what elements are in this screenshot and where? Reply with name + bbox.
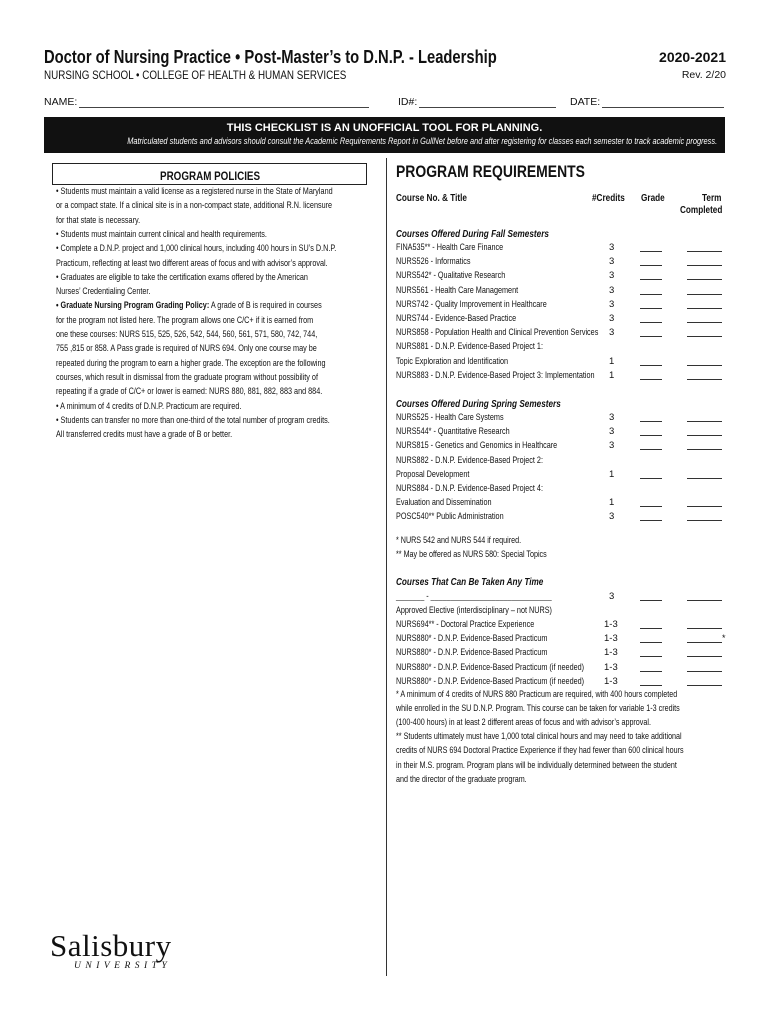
course-row xyxy=(396,242,726,256)
policy-line: repeating if a grade of C/C+ or lower is earned: NURS 880, 881, 882, 883 and 884. xyxy=(56,386,323,397)
term-blank[interactable] xyxy=(687,336,722,337)
footnote: credits of NURS 694 Doctoral Practice Experience if they had fewer than 600 clinical hours xyxy=(396,745,684,756)
policy-line: for that state is necessary. xyxy=(56,214,141,225)
grade-blank[interactable] xyxy=(640,656,662,657)
course-title: NURS880* - D.N.P. Evidence-Based Practicum xyxy=(396,633,548,644)
course-title: Proposal Development xyxy=(396,468,470,479)
grade-blank[interactable] xyxy=(640,365,662,366)
course-row xyxy=(396,633,726,647)
course-row xyxy=(396,469,726,483)
course-row xyxy=(396,313,726,327)
col-credits-header: #Credits xyxy=(592,193,625,204)
policy-line: • Complete a D.N.P. project and 1,000 clinical hours, including 400 hours in SU’s D.N.P. xyxy=(56,243,337,254)
course-row xyxy=(396,591,726,605)
policy-line: Nurses’ Credentialing Center. xyxy=(56,286,151,297)
term-blank[interactable] xyxy=(687,435,722,436)
grade-blank[interactable] xyxy=(640,600,662,601)
policy-line: 755 ,815 or 858. A Pass grade is required of NURS 694. Only one course may be xyxy=(56,343,317,354)
course-credits: 3 xyxy=(609,284,615,296)
logo-university: UNIVERSITY xyxy=(74,961,172,971)
grade-blank[interactable] xyxy=(640,308,662,309)
policy-line: • Graduates are eligible to take the certification exams offered by the American xyxy=(56,271,308,282)
term-blank[interactable] xyxy=(687,421,722,422)
policy-line: courses, which result in dismissal from the graduate program without possibility of xyxy=(56,371,318,382)
course-row xyxy=(396,256,726,270)
course-title: NURS880* - D.N.P. Evidence-Based Practicum xyxy=(396,647,548,658)
course-title: NURS742 - Quality Improvement in Healthcare xyxy=(396,298,547,309)
course-title: NURS880* - D.N.P. Evidence-Based Practicum (if needed) xyxy=(396,661,585,672)
course-row xyxy=(396,619,726,633)
planning-banner xyxy=(44,117,725,153)
grade-blank[interactable] xyxy=(640,265,662,266)
course-credits: 3 xyxy=(609,511,615,523)
course-title: Evaluation and Dissemination xyxy=(396,497,492,508)
course-credits: 3 xyxy=(609,256,615,268)
term-blank[interactable] xyxy=(687,294,722,295)
course-row xyxy=(396,662,726,676)
course-title: NURS883 - D.N.P. Evidence-Based Project 3: Implementation xyxy=(396,369,595,380)
grade-blank[interactable] xyxy=(640,421,662,422)
term-blank[interactable] xyxy=(687,671,722,672)
id-field[interactable] xyxy=(398,96,556,108)
salisbury-logo xyxy=(50,928,172,971)
course-credits: 3 xyxy=(609,591,615,602)
course-title: NURS884 - D.N.P. Evidence-Based Project 4: xyxy=(396,483,543,493)
course-credits: 1-3 xyxy=(604,647,618,659)
course-row xyxy=(396,605,726,619)
policy-line: one these courses: NURS 515, 525, 526, 542, 544, 560, 561, 571, 580, 742, 744, xyxy=(56,329,318,339)
grade-blank[interactable] xyxy=(640,685,662,686)
grade-blank[interactable] xyxy=(640,251,662,252)
term-blank[interactable] xyxy=(687,379,722,380)
footnote: and the director of the graduate program. xyxy=(396,773,527,784)
anytime-heading: Courses That Can Be Taken Any Time xyxy=(396,577,544,588)
grade-blank[interactable] xyxy=(640,294,662,295)
grade-blank[interactable] xyxy=(640,435,662,436)
id-label: ID#: xyxy=(398,96,418,108)
col-term-header: Term xyxy=(702,193,722,204)
date-label: DATE: xyxy=(570,96,601,108)
grade-blank[interactable] xyxy=(640,478,662,479)
course-title: Topic Exploration and Identification xyxy=(396,355,509,366)
col-grade-header: Grade xyxy=(641,193,665,204)
course-credits: 1 xyxy=(609,369,615,381)
policy-line: • Graduate Nursing Program Grading Policy: A grade of B is required in courses xyxy=(56,300,322,311)
footnote: * A minimum of 4 credits of NURS 880 Practicum are required, with 400 hours completed xyxy=(396,689,678,699)
policies-heading: PROGRAM POLICIES xyxy=(160,169,261,183)
footnote: in their M.S. program. Program plans will be individually determined between the student xyxy=(396,759,677,770)
course-row xyxy=(396,483,726,497)
course-row xyxy=(396,426,726,440)
course-credits: 1 xyxy=(609,468,615,480)
course-title: POSC540** Public Administration xyxy=(396,511,504,522)
page-title: Doctor of Nursing Practice • Post-Master’s to D.N.P. - Leadership xyxy=(44,47,497,67)
date-line[interactable] xyxy=(602,97,724,108)
policy-line: All transferred credits must have a grade of B or better. xyxy=(56,429,233,440)
policy-line: or a compact state. If a clinical site is in a non-compact state, additional R.N. licensure xyxy=(56,200,333,211)
footnote: ** Students ultimately must have 1,000 total clinical hours and may need to take additional xyxy=(396,731,682,742)
course-title: NURS542* - Qualitative Research xyxy=(396,270,506,281)
course-row xyxy=(396,412,726,426)
grade-blank[interactable] xyxy=(640,628,662,629)
policy-line: • Students must maintain a valid license as a registered nurse in the State of Maryland xyxy=(56,186,333,196)
academic-year: 2020-2021 xyxy=(659,49,726,65)
course-credits: 3 xyxy=(609,327,615,339)
col-course-header: Course No. & Title xyxy=(396,193,467,204)
grade-blank[interactable] xyxy=(640,379,662,380)
name-label: NAME: xyxy=(44,96,78,108)
course-row xyxy=(396,356,726,370)
course-title: NURS881 - D.N.P. Evidence-Based Project 1: xyxy=(396,341,543,352)
policy-line: • Students can transfer no more than one-third of the total number of program credits. xyxy=(56,414,330,425)
term-blank[interactable] xyxy=(687,506,722,507)
course-title: NURS858 - Population Health and Clinical Prevention Services xyxy=(396,327,599,338)
course-row xyxy=(396,327,726,341)
course-credits: 3 xyxy=(609,412,615,423)
term-blank[interactable] xyxy=(687,279,722,280)
course-credits: 1-3 xyxy=(604,661,618,673)
banner-title: THIS CHECKLIST IS AN UNOFFICIAL TOOL FOR PLANNING. xyxy=(226,122,543,134)
grade-blank[interactable] xyxy=(640,506,662,507)
course-title: NURS744 - Evidence-Based Practice xyxy=(396,313,517,323)
grade-blank[interactable] xyxy=(640,642,662,643)
banner-note: Matriculated students and advisors should consult the Academic Requirements Report in GullNet before and after registering for classes each semester to track academic progress. xyxy=(127,136,718,147)
course-row xyxy=(396,370,726,384)
course-row xyxy=(396,511,726,525)
course-credits: 3 xyxy=(609,426,615,438)
course-row xyxy=(396,497,726,511)
fall-heading: Courses Offered During Fall Semesters xyxy=(396,229,549,240)
policy-line: Practicum, reflecting at least two different areas of focus and with advisor’s approval. xyxy=(56,257,328,268)
grade-blank[interactable] xyxy=(640,322,662,323)
course-title: NURS882 - D.N.P. Evidence-Based Project 2: xyxy=(396,454,543,465)
course-title: Approved Elective (interdisciplinary – not NURS) xyxy=(396,605,552,616)
course-credits: 1 xyxy=(609,497,615,509)
logo-name: Salisbury xyxy=(50,928,172,963)
grade-blank[interactable] xyxy=(640,279,662,280)
course-title: NURS561 - Health Care Management xyxy=(396,284,519,295)
col-completed-header: Completed xyxy=(680,205,723,216)
term-blank[interactable] xyxy=(687,265,722,266)
date-field[interactable] xyxy=(570,96,724,108)
term-blank[interactable] xyxy=(687,600,722,601)
course-row xyxy=(396,285,726,299)
course-title: FINA535** - Health Care Finance xyxy=(396,242,504,252)
term-blank[interactable] xyxy=(687,656,722,657)
course-credits: 1-3 xyxy=(604,619,618,631)
course-row xyxy=(396,341,726,355)
footnote: (100-400 hours) in at least 2 different areas of focus and with advisor’s approval. xyxy=(396,717,651,728)
term-blank[interactable] xyxy=(687,628,722,629)
footnote: ** May be offered as NURS 580: Special Topics xyxy=(396,548,547,559)
term-blank[interactable] xyxy=(687,685,722,686)
course-title: NURS880* - D.N.P. Evidence-Based Practicum (if needed) xyxy=(396,675,585,686)
course-row xyxy=(396,299,726,313)
id-line[interactable] xyxy=(419,97,556,108)
course-credits: 3 xyxy=(609,242,615,253)
term-blank[interactable] xyxy=(687,322,722,323)
name-line[interactable] xyxy=(79,97,369,108)
policy-line: repeated during the program to earn a higher grade. The exception are the following xyxy=(56,357,326,368)
name-field[interactable] xyxy=(44,96,369,108)
term-blank[interactable] xyxy=(687,251,722,252)
course-title: NURS544* - Quantitative Research xyxy=(396,426,510,437)
course-credits: 3 xyxy=(609,270,615,282)
course-credits: 1-3 xyxy=(604,633,618,645)
term-blank[interactable] xyxy=(687,642,722,643)
course-row xyxy=(396,647,726,661)
grade-blank[interactable] xyxy=(640,520,662,521)
course-credits: 3 xyxy=(609,440,615,452)
course-credits: 3 xyxy=(609,313,615,324)
course-row xyxy=(396,270,726,284)
grade-blank[interactable] xyxy=(640,336,662,337)
term-blank[interactable] xyxy=(687,449,722,450)
course-credits: 1-3 xyxy=(604,675,618,687)
grade-blank[interactable] xyxy=(640,671,662,672)
policy-line: • Students must maintain current clinical and health requirements. xyxy=(56,228,267,239)
footnote: * NURS 542 and NURS 544 if required. xyxy=(396,535,522,545)
course-title: NURS526 - Informatics xyxy=(396,256,471,267)
policy-line: for the program not listed here. The program allows one C/C+ if it is earned from xyxy=(56,314,314,325)
policy-line: • A minimum of 4 credits of D.N.P. Practicum are required. xyxy=(56,400,242,411)
footnote: while enrolled in the SU D.N.P. Program. This course can be taken for variable 1-3 credits xyxy=(396,703,680,714)
course-credits: 1 xyxy=(609,355,615,367)
grade-blank[interactable] xyxy=(640,449,662,450)
asterisk-mark: * xyxy=(722,633,726,644)
term-blank[interactable] xyxy=(687,520,722,521)
page-subtitle: NURSING SCHOOL • COLLEGE OF HEALTH & HUMAN SERVICES xyxy=(44,68,347,82)
term-blank[interactable] xyxy=(687,478,722,479)
course-row xyxy=(396,440,726,454)
course-title: NURS525 - Health Care Systems xyxy=(396,412,504,422)
course-row xyxy=(396,455,726,469)
term-blank[interactable] xyxy=(687,308,722,309)
course-credits: 3 xyxy=(609,298,615,310)
course-title: _______ - ______________________________ xyxy=(396,591,552,601)
term-blank[interactable] xyxy=(687,365,722,366)
requirements-heading: PROGRAM REQUIREMENTS xyxy=(396,162,585,181)
course-title: NURS815 - Genetics and Genomics in Healthcare xyxy=(396,440,558,451)
spring-heading: Courses Offered During Spring Semesters xyxy=(396,399,561,410)
revision-date: Rev. 2/20 xyxy=(681,69,726,81)
course-title: NURS694** - Doctoral Practice Experience xyxy=(396,619,535,630)
